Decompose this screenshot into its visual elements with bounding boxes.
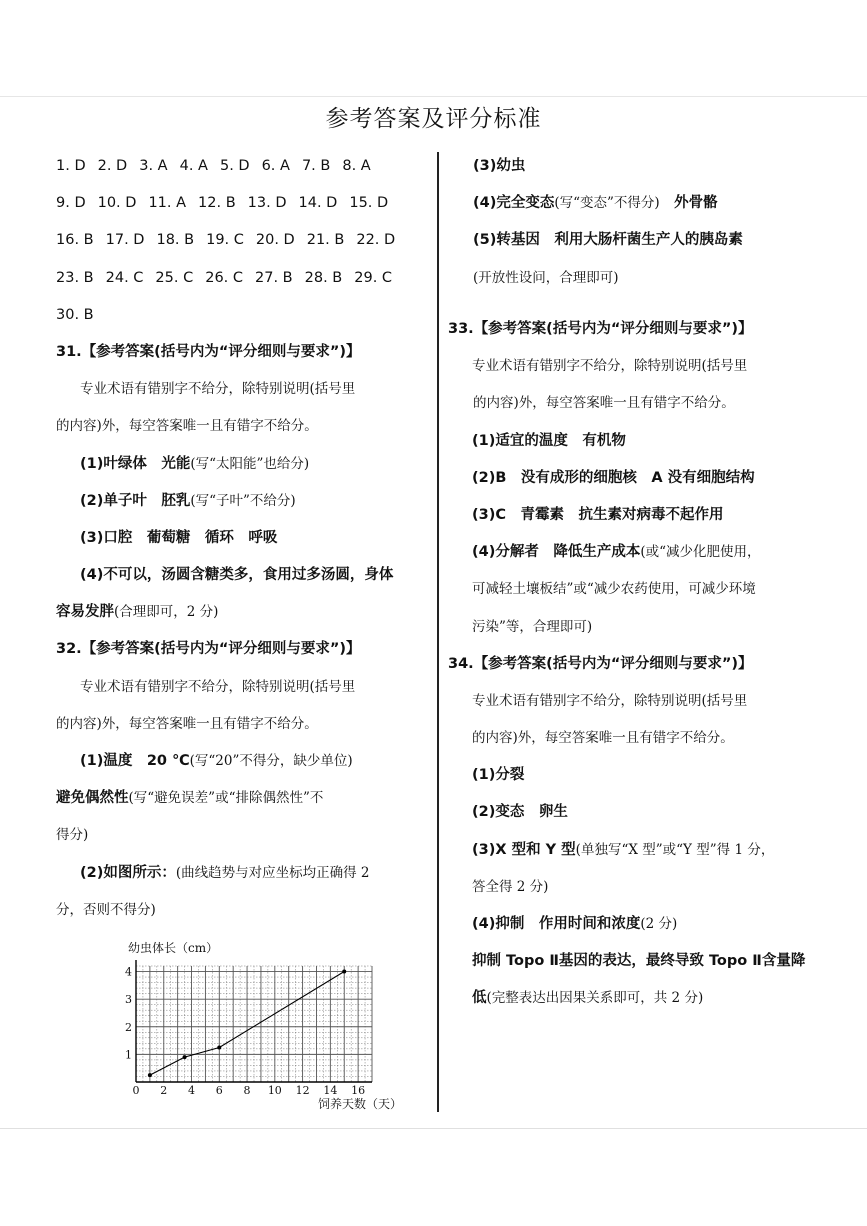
x-tick-label: 2	[160, 1084, 168, 1097]
q33-answer-4-note: 污染”等，合理即可)	[472, 618, 593, 635]
answer-note: (单独写“X 型”或“Y 型”得 1 分，	[575, 841, 775, 858]
answer-note: (2 分)	[640, 916, 678, 932]
mc-answer: 25. C	[155, 269, 194, 286]
mc-answer: 27. B	[255, 269, 293, 286]
q34-answer-2: (2)变态 卵生	[472, 804, 568, 821]
rule-text: 专业术语有错别字不给分，除特别说明(括号里	[80, 381, 356, 398]
mc-answer: 10. D	[97, 195, 137, 212]
mc-answer: 22. D	[356, 232, 396, 249]
x-tick-label: 10	[267, 1084, 282, 1097]
mc-answer: 12. B	[198, 195, 236, 212]
answer-text: 避免偶然性	[56, 790, 129, 807]
mc-answer: 6. A	[261, 158, 290, 174]
answer-header: 【参考答案(括号内为“评分细则与要求”)】	[473, 321, 753, 337]
answer-text: (4)分解者 降低生产成本	[472, 544, 641, 561]
x-axis-label: 饲养天数（天）	[317, 1097, 403, 1111]
mc-answer: 23. B	[56, 269, 94, 286]
x-tick-label: 8	[243, 1084, 251, 1097]
mc-answer: 29. C	[354, 269, 393, 286]
answer-note: (写“变态”不得分)	[554, 195, 660, 212]
q31-answer-4: (4)不可以，汤圆含糖类多，食用过多汤圆，身体	[80, 567, 394, 584]
answer-note: (写“太阳能”也给分)	[190, 455, 310, 472]
mc-answer: 13. D	[247, 195, 287, 212]
answer-note: (写“子叶”不给分)	[190, 492, 296, 509]
answer-note: (或“减少化肥使用，	[640, 544, 761, 561]
x-tick-label: 0	[132, 1084, 140, 1097]
answer-text: 外骨骼	[659, 195, 718, 212]
q34-answer-4	[448, 906, 820, 943]
q33-answer-1: (1)适宜的温度 有机物	[472, 432, 626, 449]
column-divider	[437, 152, 439, 1112]
answer-text: (1)叶绿体 光能	[80, 455, 191, 472]
mc-answer: 16. B	[56, 232, 94, 249]
question-number: 34.	[448, 655, 474, 672]
x-tick-label: 6	[215, 1084, 223, 1097]
q32-answer-1c: 得分)	[56, 827, 89, 844]
q34-answer-4b: 抑制 Topo Ⅱ基因的表达，最终导致 Topo Ⅱ含量降	[472, 953, 806, 970]
growth-chart	[120, 938, 403, 1118]
question-number: 31.	[56, 343, 82, 360]
q33-answer-2: (2)B 没有成形的细胞核 A 没有细胞结构	[472, 469, 755, 486]
mc-answer: 9. D	[56, 195, 86, 212]
q31-answer-3: (3)口腔 葡萄糖 循环 呼吸	[80, 529, 278, 546]
q32-answer-2b: 分，否则不得分)	[56, 901, 156, 918]
right-column	[473, 148, 845, 297]
mc-answer: 15. D	[349, 195, 389, 212]
answer-header: 【参考答案(括号内为“评分细则与要求”)】	[81, 343, 361, 360]
q33-answer-4-note: 可减轻土壤板结”或“减少农药使用，可减少环境	[472, 581, 756, 598]
data-point	[148, 1073, 152, 1077]
y-tick-label: 2	[125, 1020, 132, 1034]
rule-text: 专业术语有错别字不给分，除特别说明(括号里	[472, 692, 748, 709]
q32-answer-1b	[56, 780, 428, 817]
q31-answer-1	[56, 446, 428, 483]
q31-answer-4-cont	[56, 594, 428, 631]
rule-text: 的内容)外，每空答案唯一且有错字不给分。	[473, 395, 735, 412]
mc-answer: 4. A	[179, 158, 208, 174]
q32-answer-2	[56, 855, 428, 892]
mc-answer: 11. A	[148, 195, 187, 212]
answer-text: (1)温度 20 ℃	[80, 753, 190, 769]
q32-answer-5: (5)转基因 利用大肠杆菌生产人的胰岛素	[473, 232, 743, 249]
mc-row-1	[56, 148, 428, 185]
bottom-rule	[0, 1128, 867, 1129]
q34-answer-3-note: 答全得 2 分)	[472, 878, 549, 895]
q33-answer-4	[448, 534, 820, 571]
mc-answer: 20. D	[255, 232, 295, 249]
x-tick-label: 14	[323, 1084, 338, 1097]
mc-answer: 30. B	[56, 306, 94, 323]
q34-header	[448, 646, 820, 683]
q34-answer-4c	[448, 980, 820, 1017]
answer-text: 容易发胖	[56, 604, 114, 621]
q31-header	[56, 334, 428, 371]
answer-header: 【参考答案(括号内为“评分细则与要求”)】	[81, 641, 361, 658]
mc-answer: 19. C	[206, 232, 244, 249]
data-point	[183, 1055, 187, 1059]
mc-answer: 14. D	[298, 195, 338, 212]
data-point	[217, 1045, 221, 1049]
mc-answer: 7. B	[301, 158, 331, 174]
answer-note: (写“避免误差”或“排除偶然性”不	[128, 790, 324, 807]
mc-answer: 5. D	[219, 158, 250, 174]
y-axis-label: 幼虫体长（cm）	[128, 941, 219, 955]
x-tick-label: 16	[351, 1084, 366, 1097]
answer-text: (4)完全变态	[473, 195, 555, 212]
q33-answer-3: (3)C 青霉素 抗生素对病毒不起作用	[472, 506, 724, 523]
mc-answer: 26. C	[205, 269, 244, 286]
mc-answer: 17. D	[105, 232, 145, 249]
mc-answer: 18. B	[156, 232, 195, 249]
mc-answer: 3. A	[139, 158, 168, 174]
mc-row-3	[56, 222, 428, 259]
answer-text: (3)X 型和 Y 型	[472, 841, 576, 858]
left-column	[56, 148, 428, 929]
mc-row-2	[56, 185, 428, 222]
answer-note: (写“20”不得分，缺少单位)	[189, 753, 353, 769]
x-tick-label: 12	[295, 1084, 310, 1097]
mc-answer: 21. B	[306, 232, 345, 249]
q32-answer-5-note: (开放性设问，合理即可)	[473, 269, 619, 286]
answer-text: 低	[472, 990, 487, 1007]
answer-text: (2)单子叶 胚乳	[80, 492, 191, 509]
mc-row-5	[56, 297, 428, 334]
q31-answer-2	[56, 483, 428, 520]
rule-text: 的内容)外，每空答案唯一且有错字不给分。	[56, 418, 318, 435]
mc-answer: 1. D	[56, 158, 86, 174]
question-number: 32.	[56, 641, 82, 658]
mc-answer: 28. B	[304, 269, 343, 286]
mc-answer: 24. C	[105, 269, 144, 286]
q34-answer-3	[448, 832, 820, 869]
mc-row-4	[56, 260, 428, 297]
q32-header	[56, 631, 428, 668]
question-number: 33.	[448, 321, 474, 337]
answer-note: (完整表达出因果关系即可，共 2 分)	[486, 990, 704, 1007]
answer-note: (曲线趋势与对应坐标均正确得 2	[175, 864, 370, 881]
q32-answer-4	[473, 185, 845, 222]
right-column-lower	[448, 311, 820, 1018]
q34-answer-1: (1)分裂	[472, 767, 525, 784]
q32-answer-1	[56, 743, 428, 780]
mc-answer: 2. D	[97, 158, 128, 174]
data-point	[342, 970, 346, 974]
answer-header: 【参考答案(括号内为“评分细则与要求”)】	[473, 655, 753, 672]
answer-text: (4)抑制 作用时间和浓度	[472, 916, 641, 932]
rule-text: 专业术语有错别字不给分，除特别说明(括号里	[472, 358, 748, 375]
answer-note: (合理即可，2 分)	[114, 604, 219, 621]
answer-text: (2)如图所示：	[80, 864, 176, 881]
rule-text: 的内容)外，每空答案唯一且有错字不给分。	[56, 715, 318, 732]
rule-text: 专业术语有错别字不给分，除特别说明(括号里	[80, 678, 356, 695]
top-rule	[0, 96, 867, 97]
rule-text: 的内容)外，每空答案唯一且有错字不给分。	[472, 730, 734, 747]
q33-header	[448, 311, 820, 348]
y-tick-label: 4	[125, 965, 132, 979]
page-title: 参考答案及评分标准	[325, 106, 542, 132]
q32-answer-3: (3)幼虫	[473, 158, 526, 174]
x-tick-label: 4	[188, 1084, 196, 1097]
y-tick-label: 1	[125, 1048, 132, 1062]
y-tick-label: 3	[125, 993, 132, 1007]
mc-answer: 8. A	[342, 158, 371, 174]
